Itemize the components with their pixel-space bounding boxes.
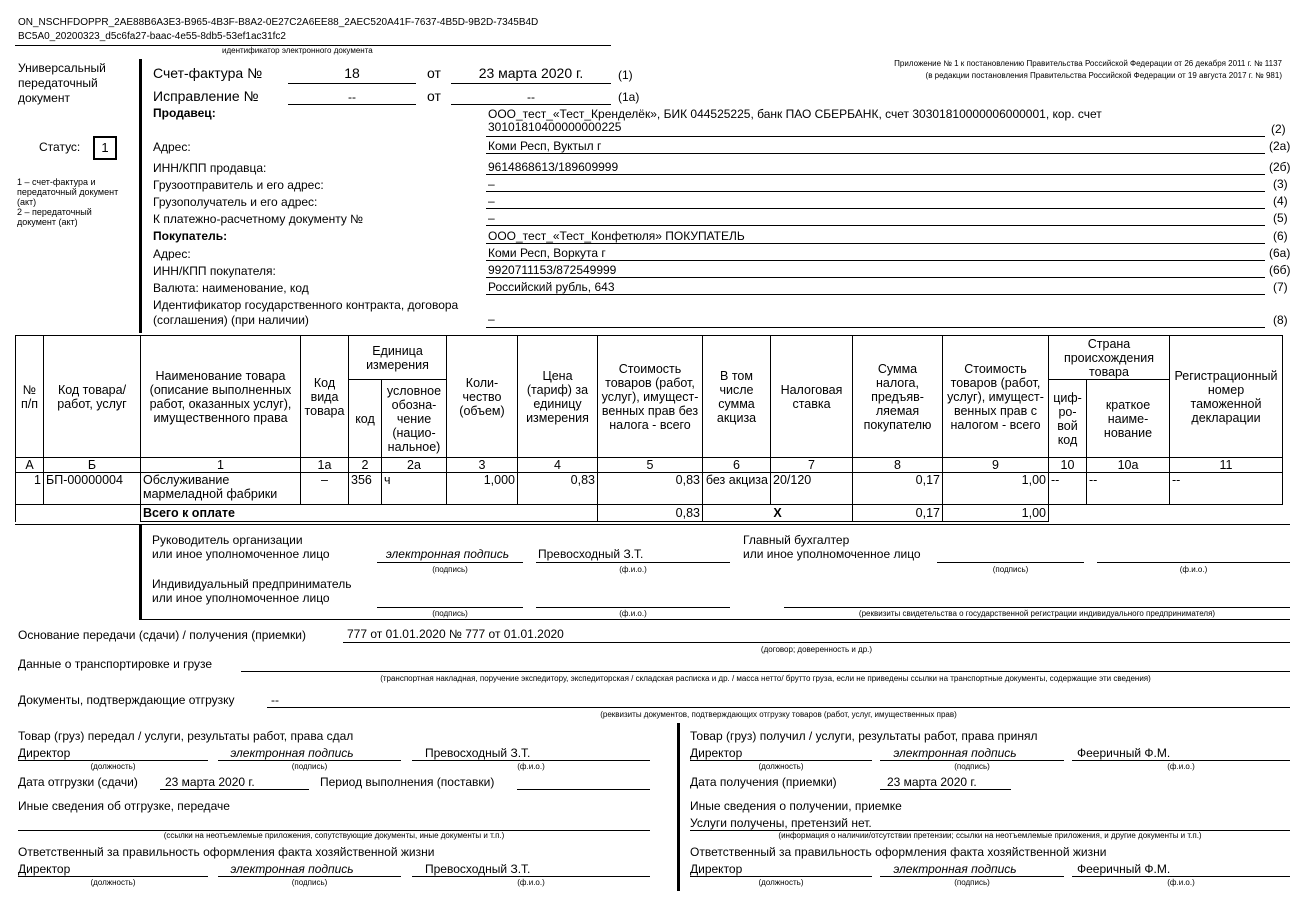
buyer-resp-sign-caption: (подпись) xyxy=(954,878,990,887)
status-note-line: 1 – счет-фактура и xyxy=(17,177,96,187)
th-num: № п/п xyxy=(16,336,44,458)
col-number: 2 xyxy=(349,458,382,473)
buyer-resp-position: Директор xyxy=(690,862,743,876)
th-customs: Регистрационный номер таможенной декларации xyxy=(1170,336,1283,458)
th-unit: Единица измерения xyxy=(349,336,447,380)
table-row xyxy=(16,473,1283,505)
cell-cost: 0,83 xyxy=(598,473,703,505)
col-number: 1а xyxy=(301,458,349,473)
transport-caption: (транспортная накладная, поручение экспедитору, экспедиторская / складская расписка и др. / масса нетто/ брутто груза, если не приведены ссылки на транспортные документы, содержащие эти сведения) xyxy=(380,674,1151,683)
currency-label: Валюта: наименование, код xyxy=(153,281,309,295)
buyer-resp-position-caption: (должность) xyxy=(758,878,804,887)
accountant-fio-caption: (ф.и.о.) xyxy=(1179,565,1208,574)
th-country-name: краткое наиме-нование xyxy=(1087,380,1170,458)
correction-from: от xyxy=(427,88,441,104)
ip-label-line: или иное уполномоченное лицо xyxy=(152,591,330,605)
correction-label: Исправление № xyxy=(153,88,259,104)
col-number: 1 xyxy=(141,458,301,473)
col-number: 10 xyxy=(1049,458,1087,473)
accountant-label xyxy=(743,533,921,561)
status-note-line: 2 – передаточный xyxy=(17,207,92,217)
status-box: 1 xyxy=(93,136,117,160)
total-excise: Х xyxy=(703,505,853,522)
th-qty: Коли-чество (объем) xyxy=(447,336,518,458)
buyer-inn-code: (6б) xyxy=(1269,263,1291,277)
buyer-address-value: Коми Респ, Воркута г xyxy=(488,246,606,260)
seller-inn-value: 9614868613/189609999 xyxy=(488,160,619,174)
docs-value: -- xyxy=(271,693,279,707)
seller-sign: электронная подпись xyxy=(230,746,354,760)
doc-id-caption: идентификатор электронного документа xyxy=(222,46,373,55)
cell-total: 1,00 xyxy=(943,473,1049,505)
head-label-line: Руководитель организации xyxy=(152,533,303,547)
buyer-address-code: (6а) xyxy=(1269,246,1291,260)
col-number: 9 xyxy=(943,458,1049,473)
buyer-inn-value: 9920711153/872549999 xyxy=(488,263,617,277)
seller-label: Продавец: xyxy=(153,106,216,120)
cell-price: 0,83 xyxy=(518,473,598,505)
status-note-line: (акт) xyxy=(17,197,37,207)
buyer-block-title: Товар (груз) получил / услуги, результаты работ, права принял xyxy=(690,729,1038,743)
ip-cert-caption: (реквизиты свидетельства о государственной регистрации индивидуального предпринимателя) xyxy=(858,609,1216,618)
seller-sign-caption: (подпись) xyxy=(291,762,328,771)
consignee-label: Грузополучатель и его адрес: xyxy=(153,195,318,209)
appendix-line2: (в редакции постановления Правительства Российской Федерации от 19 августа 2017 г. № 981) xyxy=(925,71,1282,80)
buyer-sign-caption: (подпись) xyxy=(954,762,990,771)
cell-unit-code: 356 xyxy=(349,473,382,505)
total-tax: 0,17 xyxy=(853,505,943,522)
payment-doc-code: (5) xyxy=(1273,211,1288,225)
col-number: 7 xyxy=(771,458,853,473)
th-rate: Налоговая ставка xyxy=(771,336,853,458)
recv-date-label: Дата получения (приемки) xyxy=(690,775,837,789)
recv-date: 23 марта 2020 г. xyxy=(887,775,977,789)
ship-date-label: Дата отгрузки (сдачи) xyxy=(18,775,138,789)
cell-name: Обслуживание мармеладной фабрики xyxy=(141,473,301,505)
correction-number: -- xyxy=(348,90,356,104)
sign-separator xyxy=(139,525,142,619)
th-price: Цена (тариф) за единицу измерения xyxy=(518,336,598,458)
th-unit-name: условное обозна-чение (нацио-нальное) xyxy=(382,380,447,458)
seller-name: Превосходный З.Т. xyxy=(425,746,531,760)
doc-id-line1: ON_NSCHFDOPPR_2AE88B6A3E3-B965-4B3F-B8A2-0E27C2A6EE88_2AEC520A41F-7637-4B5D-9B2D-7345B4D xyxy=(18,17,539,28)
seller-resp-label: Ответственный за правильность оформления факта хозяйственной жизни xyxy=(18,845,435,859)
buyer-resp-name: Фееричный Ф.М. xyxy=(1077,862,1171,876)
cell-kind: – xyxy=(301,473,349,505)
consignee-code: (4) xyxy=(1273,194,1288,208)
col-number: 5 xyxy=(598,458,703,473)
cell-num: 1 xyxy=(16,473,44,505)
cell-country-name: -- xyxy=(1087,473,1170,505)
th-tax: Сумма налога, предъяв-ляемая покупателю xyxy=(853,336,943,458)
seller-address-value: Коми Респ, Вуктыл г xyxy=(488,139,602,153)
cell-unit-name: ч xyxy=(382,473,447,505)
ip-sign-caption: (подпись) xyxy=(432,609,468,618)
correction-code: (1а) xyxy=(618,90,640,104)
cell-excise: без акциза xyxy=(703,473,771,505)
payment-doc-label: К платежно-расчетному документу № xyxy=(153,212,364,226)
total-sum: 1,00 xyxy=(943,505,1049,522)
seller-inn-code: (2б) xyxy=(1269,160,1291,174)
contract-label xyxy=(153,298,458,328)
consignee-value: – xyxy=(488,194,495,208)
buyer-address-label: Адрес: xyxy=(153,247,191,261)
buyer-resp-label: Ответственный за правильность оформления факта хозяйственной жизни xyxy=(690,845,1107,859)
th-cost: Стоимость товаров (работ, услуг), имущест-венных прав без налога - всего xyxy=(598,336,703,458)
cell-country-code: -- xyxy=(1049,473,1087,505)
total-label: Всего к оплате xyxy=(141,505,598,522)
th-excise: В том числе сумма акциза xyxy=(703,336,771,458)
buyer-resp-fio-caption: (ф.и.о.) xyxy=(1167,878,1195,887)
buyer-fio-caption: (ф.и.о.) xyxy=(1167,762,1195,771)
th-name: Наименование товара (описание выполненных работ, оказанных услуг), имущественного права xyxy=(141,336,301,458)
blocks-separator xyxy=(677,723,680,891)
seller-value-line: ООО_тест_«Тест_Кренделёк», БИК 044525225, банк ПАО СБЕРБАНК, счет 30301810000006000001, кор. счет xyxy=(488,107,1102,121)
docs-label: Документы, подтверждающие отгрузку xyxy=(18,693,235,707)
buyer-position-caption: (должность) xyxy=(758,762,804,771)
buyer-inn-label: ИНН/КПП покупателя: xyxy=(153,264,276,278)
invoice-label: Счет-фактура № xyxy=(153,65,263,81)
buyer-other-value: Услуги получены, претензий нет. xyxy=(690,816,872,830)
accountant-label-line: Главный бухгалтер xyxy=(743,533,850,547)
ip-fio-caption: (ф.и.о.) xyxy=(619,609,647,618)
head-name: Превосходный З.Т. xyxy=(538,547,644,561)
buyer-position: Директор xyxy=(690,746,743,760)
buyer-resp-sign: электронная подпись xyxy=(893,862,1017,876)
ip-label-line: Индивидуальный предприниматель xyxy=(152,577,352,591)
th-code: Код товара/ работ, услуг xyxy=(44,336,141,458)
head-fio-caption: (ф.и.о.) xyxy=(619,565,647,574)
seller-resp-name: Превосходный З.Т. xyxy=(425,862,531,876)
th-kind: Код вида товара xyxy=(301,336,349,458)
seller-other-caption: (ссылки на неотъемлемые приложения, сопутствующие документы, иные документы и т.п.) xyxy=(163,831,505,840)
col-number: 8 xyxy=(853,458,943,473)
col-number: 2а xyxy=(382,458,447,473)
seller-resp-position: Директор xyxy=(18,862,71,876)
upd-title-line: передаточный xyxy=(18,76,98,90)
payment-doc-value: – xyxy=(488,211,495,225)
transport-label: Данные о транспортировке и грузе xyxy=(18,657,213,671)
basis-label: Основание передачи (сдачи) / получения (приемки) xyxy=(18,628,306,642)
seller-resp-sign-caption: (подпись) xyxy=(291,878,328,887)
ip-label xyxy=(152,577,351,605)
invoice-date: 23 марта 2020 г. xyxy=(478,65,584,81)
shipper-code: (3) xyxy=(1273,177,1288,191)
correction-date: -- xyxy=(527,90,535,104)
head-sign-caption: (подпись) xyxy=(432,565,468,574)
upd-title xyxy=(18,61,106,106)
accountant-label-line: или иное уполномоченное лицо xyxy=(743,547,921,561)
seller-block-title: Товар (груз) передал / услуги, результаты работ, права сдал xyxy=(18,729,354,743)
invoice-code: (1) xyxy=(618,68,633,82)
col-number: 10а xyxy=(1087,458,1170,473)
seller-position-caption: (должность) xyxy=(90,762,136,771)
buyer-other-label: Иные сведения о получении, приемке xyxy=(690,799,902,813)
head-label xyxy=(152,533,330,561)
seller-value xyxy=(488,108,1102,134)
seller-inn-label: ИНН/КПП продавца: xyxy=(153,161,267,175)
buyer-other-caption: (информация о наличии/отсутствии претензии; ссылки на неотъемлемые приложения, и другие документы и т.п.) xyxy=(778,831,1202,840)
col-number: 3 xyxy=(447,458,518,473)
seller-fio-caption: (ф.и.о.) xyxy=(517,762,545,771)
buyer-code: (6) xyxy=(1273,229,1288,243)
col-number: А xyxy=(16,458,44,473)
status-label: Статус: xyxy=(39,140,81,154)
buyer-sign: электронная подпись xyxy=(893,746,1017,760)
cell-code: БП-00000004 xyxy=(44,473,141,505)
th-country-code: циф-ро-вой код xyxy=(1049,380,1087,458)
appendix-line1: Приложение № 1 к постановлению Правительства Российской Федерации от 26 декабря 2011 г. № 1137 xyxy=(894,59,1282,68)
seller-code: (2) xyxy=(1271,122,1286,136)
invoice-from: от xyxy=(427,65,441,81)
buyer-label: Покупатель: xyxy=(153,229,228,243)
status-note-line: документ (акт) xyxy=(17,217,78,227)
upd-title-line: Универсальный xyxy=(18,61,106,75)
col-number: 4 xyxy=(518,458,598,473)
seller-address-code: (2а) xyxy=(1269,139,1291,153)
th-total: Стоимость товаров (работ, услуг), имущест-венных прав с налогом - всего xyxy=(943,336,1049,458)
cell-tax: 0,17 xyxy=(853,473,943,505)
cell-customs: -- xyxy=(1170,473,1283,505)
cell-qty: 1,000 xyxy=(447,473,518,505)
currency-code: (7) xyxy=(1273,280,1288,294)
seller-position: Директор xyxy=(18,746,71,760)
accountant-sign-caption: (подпись) xyxy=(992,565,1029,574)
buyer-name: Фееричный Ф.М. xyxy=(1077,746,1171,760)
contract-label-line: (соглашения) (при наличии) xyxy=(153,313,309,327)
head-sign: электронная подпись xyxy=(385,547,510,561)
th-country: Страна происхождения товара xyxy=(1049,336,1170,380)
currency-value: Российский рубль, 643 xyxy=(488,280,615,294)
seller-value-line: 30101810400000000225 xyxy=(488,120,622,134)
basis-value: 777 от 01.01.2020 № 777 от 01.01.2020 xyxy=(347,627,564,641)
col-number: Б xyxy=(44,458,141,473)
col-number: 11 xyxy=(1170,458,1283,473)
doc-id-line2: BC5A0_20200323_d5c6fa27-baac-4e55-8db5-53ef1ac31fc2 xyxy=(18,31,286,42)
seller-resp-sign: электронная подпись xyxy=(230,862,354,876)
head-label-line: или иное уполномоченное лицо xyxy=(152,547,330,561)
docs-caption: (реквизиты документов, подтверждающих отгрузку товаров (работ, услуг, имущественных прав) xyxy=(600,710,957,719)
contract-value: – xyxy=(488,312,495,326)
ship-date: 23 марта 2020 г. xyxy=(165,775,255,789)
left-separator xyxy=(139,59,142,333)
status-note-line: передаточный документ xyxy=(17,187,119,197)
invoice-number: 18 xyxy=(344,65,360,81)
buyer-value: ООО_тест_«Тест_Конфетюля» ПОКУПАТЕЛЬ xyxy=(488,229,745,243)
goods-table xyxy=(15,335,1283,522)
shipper-value: – xyxy=(488,177,495,191)
seller-resp-fio-caption: (ф.и.о.) xyxy=(517,878,545,887)
period-label: Период выполнения (поставки) xyxy=(320,775,495,789)
seller-address-label: Адрес: xyxy=(153,140,191,154)
status-note xyxy=(17,177,118,227)
upd-title-line: документ xyxy=(18,91,70,105)
shipper-label: Грузоотправитель и его адрес: xyxy=(153,178,324,192)
col-number: 6 xyxy=(703,458,771,473)
total-row xyxy=(16,505,1283,522)
cell-rate: 20/120 xyxy=(771,473,853,505)
seller-resp-position-caption: (должность) xyxy=(90,878,136,887)
contract-code: (8) xyxy=(1273,313,1288,327)
contract-label-line: Идентификатор государственного контракта, договора xyxy=(153,298,459,312)
basis-caption: (договор; доверенность и др.) xyxy=(760,645,873,654)
seller-other-label: Иные сведения об отгрузке, передаче xyxy=(18,799,230,813)
total-cost: 0,83 xyxy=(598,505,703,522)
th-unit-code: код xyxy=(349,380,382,458)
